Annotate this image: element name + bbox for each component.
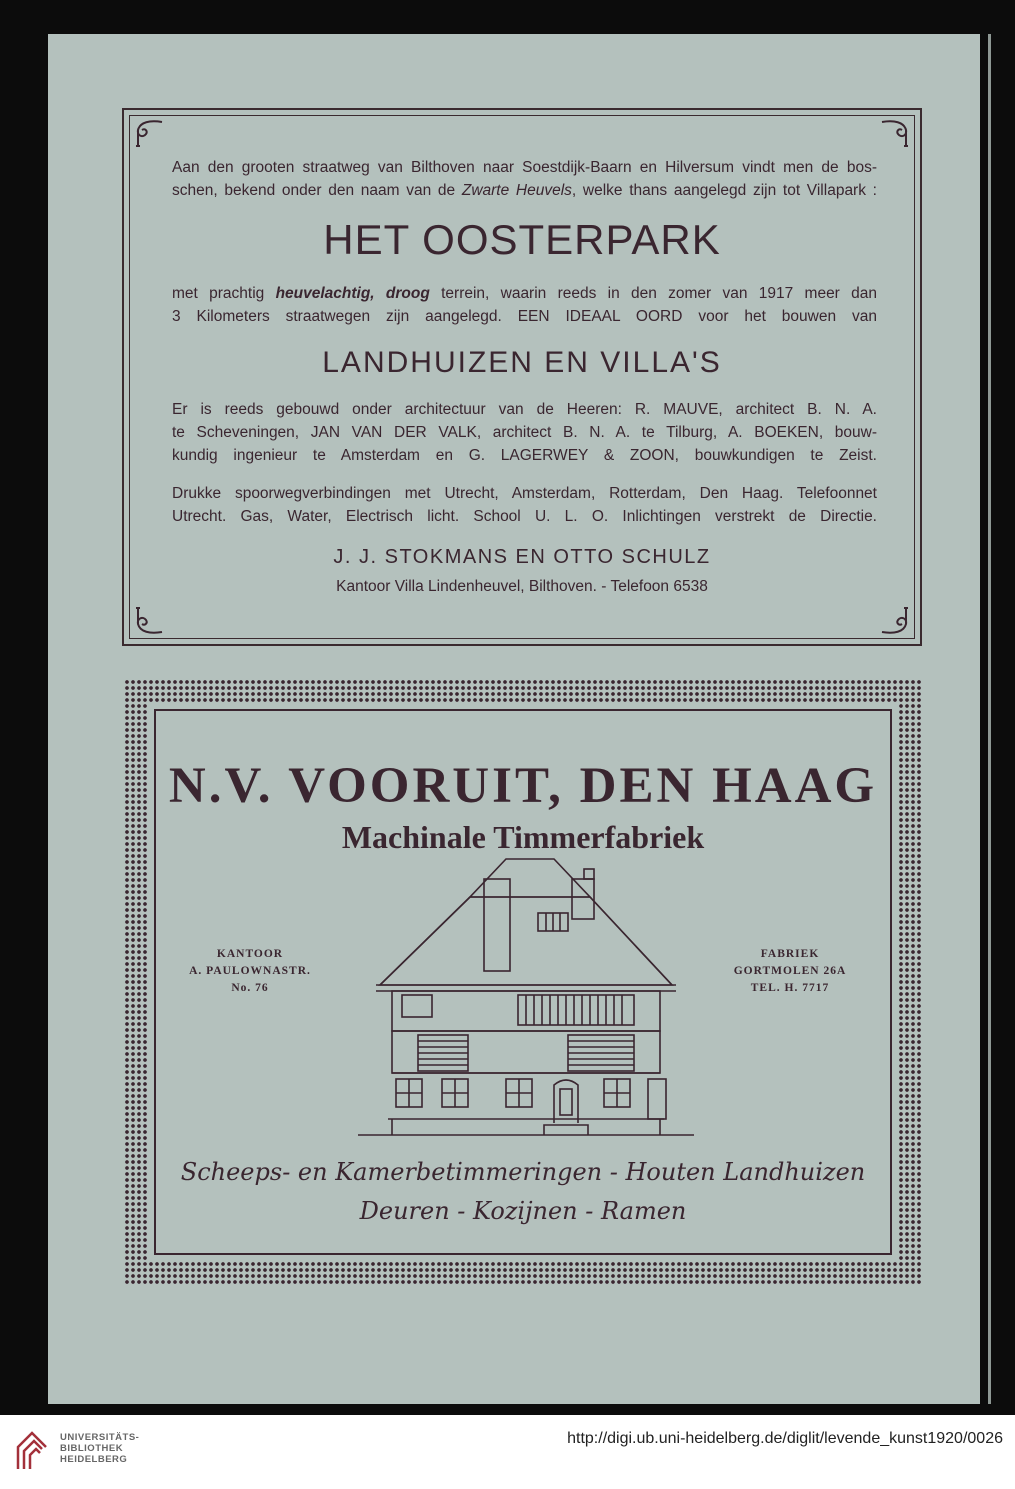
terrain-emphasis: heuvelachtig, droog — [275, 285, 430, 302]
amenities-paragraph — [172, 482, 877, 528]
office-street: A. PAULOWNASTR. — [189, 965, 311, 977]
intro-line-2-end: , welke thans aangelegd zijn tot Villapark : — [571, 182, 877, 199]
intro-text-2 — [172, 179, 877, 202]
factory-phone: TEL. H. 7717 — [750, 982, 830, 994]
source-url[interactable]: http://digi.ub.uni-heidelberg.de/diglit/levende_kunst1920/0026 — [567, 1430, 1003, 1447]
architects-line-1: Er is reeds gebouwd onder architectuur van de Heeren: R. MAUVE, architect B. N. A. — [172, 401, 877, 418]
terrain-line-1-end: terrein, waarin reeds in den zomer van 1917 meer dan — [429, 285, 877, 302]
company-name: N.V. VOORUIT, DEN HAAG — [168, 758, 878, 814]
library-name-line-3: HEIDELBERG — [60, 1454, 128, 1465]
library-name — [60, 1432, 139, 1465]
office-label: KANTOOR — [216, 948, 284, 960]
terrain-paragraph — [172, 282, 877, 328]
services-line-1: Scheeps- en Kamerbetimmeringen - Houten Landhuizen — [180, 1158, 866, 1186]
terrain-line-1 — [172, 282, 877, 305]
architects-line-2: te Scheveningen, JAN VAN DER VALK, architect B. N. A. te Tilburg, A. BOEKEN, bouw- — [172, 424, 877, 441]
library-name-line-1: UNIVERSITÄTS- — [60, 1432, 140, 1443]
factory-label: FABRIEK — [760, 948, 820, 960]
advert-title: HET OOSTERPARK — [323, 216, 721, 263]
company-tagline: Machinale Timmerfabriek — [341, 819, 705, 855]
corner-ornament-icon — [878, 604, 912, 638]
services-line-2: Deuren - Kozijnen - Ramen — [359, 1197, 687, 1225]
library-logo-icon — [12, 1429, 52, 1473]
office-address — [170, 946, 330, 997]
advert-subtitle: LANDHUIZEN EN VILLA'S — [322, 346, 722, 379]
intro-text — [172, 156, 877, 179]
intro-line-2-start: schen, bekend onder den naam van de — [172, 182, 462, 199]
factory-street: GORTMOLEN 26A — [733, 965, 847, 977]
corner-ornament-icon — [132, 116, 166, 150]
page-edge — [988, 34, 991, 1404]
architects-paragraph — [172, 398, 877, 467]
contact-address: Kantoor Villa Lindenheuvel, Bilthoven. - Telefoon 6538 — [336, 578, 708, 595]
oosterpark-advertisement — [122, 108, 922, 646]
amenities-line-2: Utrecht. Gas, Water, Electrisch licht. School U. L. O. Inlichtingen verstrekt de Directie. — [172, 508, 877, 525]
advert-panel — [148, 703, 898, 1261]
terrain-line-1-start: met prachtig — [172, 285, 276, 302]
amenities-line-1: Drukke spoorwegverbindingen met Utrecht, Amsterdam, Rotterdam, Den Haag. Telefoonnet — [172, 485, 877, 502]
corner-ornament-icon — [878, 116, 912, 150]
intro-line-1: Aan den grooten straatweg van Bilthoven naar Soestdijk-Baarn en Hilversum vindt men de bos- — [172, 159, 877, 176]
library-name-line-2: BIBLIOTHEK — [60, 1443, 124, 1454]
vooruit-advertisement — [124, 679, 922, 1285]
factory-address — [710, 946, 870, 997]
contact-names: J. J. STOKMANS EN OTTO SCHULZ — [333, 546, 711, 568]
office-number: No. 76 — [231, 982, 269, 994]
corner-ornament-icon — [132, 604, 166, 638]
architects-line-3: kundig ingenieur te Amsterdam en G. LAGERWEY & ZOON, bouwkundigen te Zeist. — [172, 447, 877, 464]
intro-emphasis: Zwarte Heuvels — [461, 182, 572, 199]
terrain-line-2: 3 Kilometers straatwegen zijn aangelegd. EEN IDEAAL OORD voor het bouwen van — [172, 308, 877, 325]
intro-line-2 — [172, 179, 877, 202]
house-illustration — [358, 853, 694, 1141]
